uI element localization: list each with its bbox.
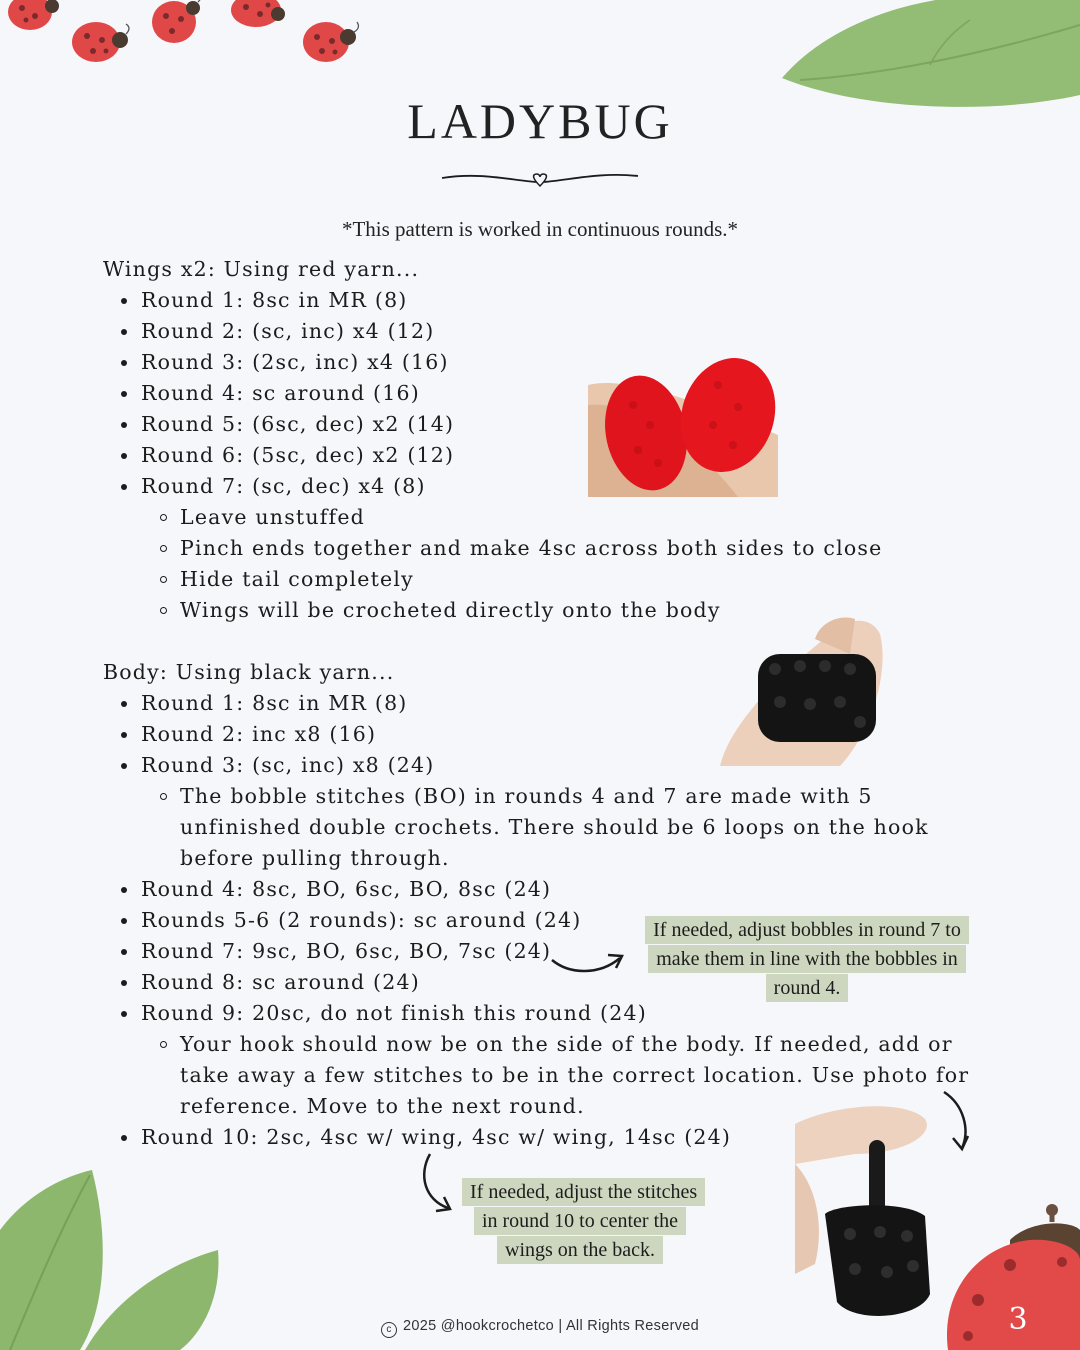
ladybug-icon: [8, 0, 59, 30]
list-item: Round 2: inc x8 (16): [103, 719, 1003, 750]
bobbles-callout: [634, 916, 980, 1003]
copyright-icon: c: [381, 1322, 397, 1338]
list-item: Rounds 5-6 (2 rounds): sc around (24): [103, 905, 1003, 936]
pattern-instructions: [103, 254, 1003, 1153]
list-item: Round 8: sc around (24): [103, 967, 1003, 998]
footer-text: 2025 @hookcrochetco | All Rights Reserved: [403, 1318, 699, 1334]
list-item: Round 6: (5sc, dec) x2 (12): [103, 440, 1003, 471]
list-item: Round 4: sc around (16): [103, 378, 1003, 409]
hook-note: [103, 1029, 1003, 1122]
list-item: Round 3: (2sc, inc) x4 (16): [103, 347, 1003, 378]
ladybug-icon: [231, 0, 285, 27]
list-item: Round 2: (sc, inc) x4 (12): [103, 316, 1003, 347]
list-item: Round 1: 8sc in MR (8): [103, 688, 1003, 719]
leaf-icon: [782, 0, 1080, 107]
list-item: Round 1: 8sc in MR (8): [103, 285, 1003, 316]
bobbles-callout-text: If needed, adjust bobbles in round 7 to make them in line with the bobbles in round 4.: [645, 916, 969, 1002]
list-item: Leave unstuffed: [103, 502, 1003, 533]
heart-divider-icon: [440, 166, 640, 196]
list-item: Round 10: 2sc, 4sc w/ wing, 4sc w/ wing, 14sc (24): [103, 1122, 1003, 1153]
list-item: Hide tail completely: [103, 564, 1003, 595]
page-title: LADYBUG: [407, 93, 673, 149]
ladybug-icon: [303, 22, 358, 62]
wings-callout: [462, 1178, 698, 1265]
list-item: Round 7: (sc, dec) x4 (8): [103, 471, 1003, 502]
list-item: Round 5: (6sc, dec) x2 (14): [103, 409, 1003, 440]
arrow-icon: [424, 1154, 450, 1211]
wings-heading: Wings x2: Using red yarn...: [103, 257, 420, 281]
ladybug-icon: [72, 22, 129, 62]
list-item: Pinch ends together and make 4sc across both sides to close: [103, 533, 1003, 564]
continuous-rounds-note: *This pattern is worked in continuous rounds.*: [341, 217, 739, 241]
list-item: Round 9: 20sc, do not finish this round (24): [103, 998, 1003, 1029]
spacer: [103, 626, 1003, 657]
wings-rounds: [103, 285, 1003, 502]
list-item: Wings will be crocheted directly onto the body: [103, 595, 1003, 626]
body-rounds-start: [103, 688, 1003, 781]
list-item: Round 7: 9sc, BO, 6sc, BO, 7sc (24): [103, 936, 1003, 967]
body-heading: Body: Using black yarn...: [103, 660, 395, 684]
footer: [0, 1318, 1080, 1338]
list-item: Round 3: (sc, inc) x8 (24): [103, 750, 1003, 781]
wings-notes: [103, 502, 1003, 626]
ladybug-icon: [152, 0, 201, 43]
list-item: Round 4: 8sc, BO, 6sc, BO, 8sc (24): [103, 874, 1003, 905]
wings-callout-text: If needed, adjust the stitches in round 10 to center the wings on the back.: [462, 1178, 705, 1264]
page-number: 3: [1008, 1302, 1028, 1337]
list-item: The bobble stitches (BO) in rounds 4 and 7 are made with 5 unfinished double crochets. There should be 6 loops on the hook before pulling through.: [103, 781, 970, 874]
list-item: Your hook should now be on the side of the body. If needed, add or take away a few stitches to be in the correct location. Use photo for reference. Move to the next round.: [103, 1029, 990, 1122]
bobble-note: [103, 781, 1003, 874]
body-round-10: [103, 1122, 1003, 1153]
